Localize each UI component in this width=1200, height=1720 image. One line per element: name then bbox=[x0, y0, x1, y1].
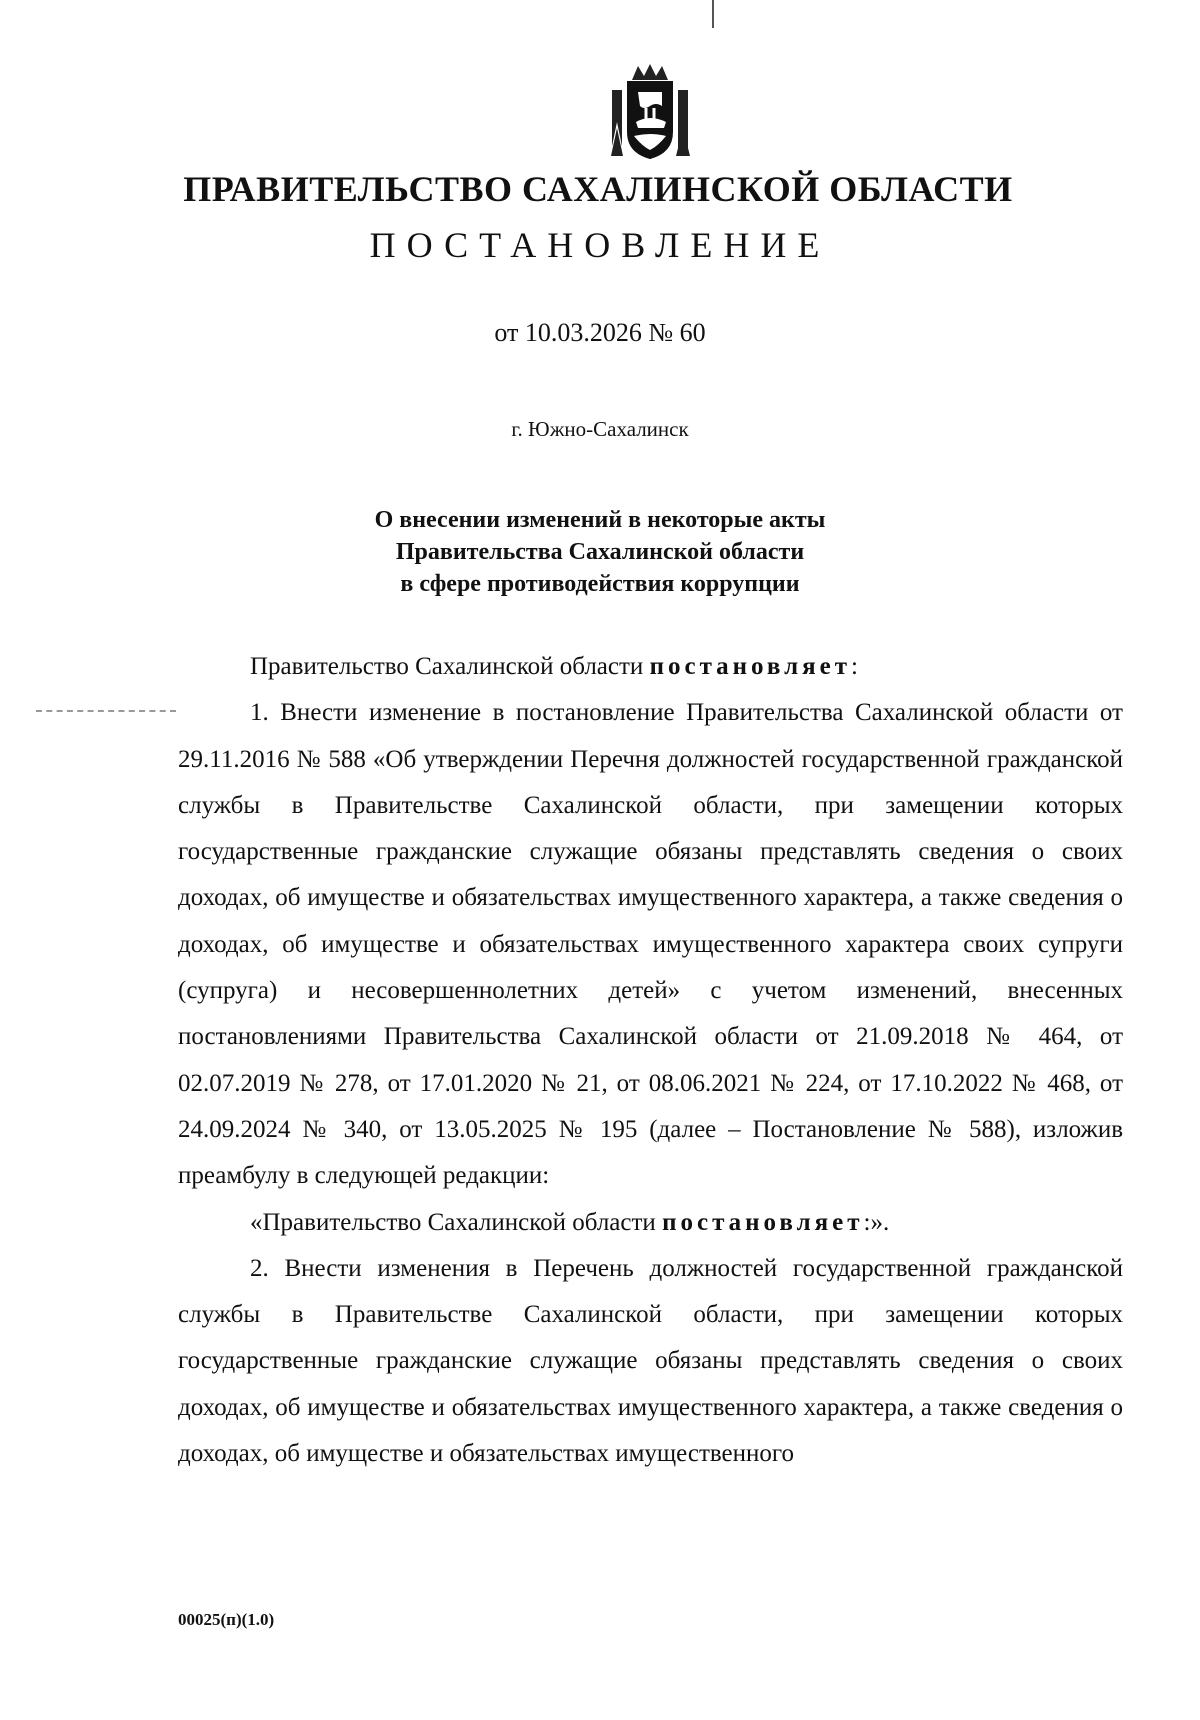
preamble-paragraph bbox=[178, 644, 1123, 690]
subject-line-3: в сфере противодействия коррупции bbox=[400, 571, 800, 597]
document-city: г. Южно-Сахалинск bbox=[511, 417, 689, 441]
form-code: 00025(п)(1.0) bbox=[178, 1610, 275, 1629]
scan-margin-mark bbox=[36, 710, 176, 714]
quote-keyword: постановляет bbox=[662, 1208, 864, 1236]
quote-end: :». bbox=[863, 1208, 890, 1236]
document-subject bbox=[0, 504, 1200, 600]
quote-text: «Правительство Сахалинской области bbox=[250, 1208, 663, 1236]
preamble-colon: : bbox=[851, 653, 858, 680]
government-name: ПРАВИТЕЛЬСТВО САХАЛИНСКОЙ ОБЛАСТИ bbox=[183, 169, 1013, 209]
quote-paragraph bbox=[178, 1200, 1123, 1246]
preamble-keyword: постановляет bbox=[649, 653, 852, 680]
scan-crop-mark bbox=[712, 0, 714, 28]
document-body bbox=[178, 644, 1123, 1477]
document-date-number: от 10.03.2026 № 60 bbox=[494, 318, 706, 347]
subject-line-2: Правительства Сахалинской области bbox=[395, 539, 805, 565]
preamble-text: Правительство Сахалинской области bbox=[250, 653, 650, 680]
item-2-paragraph: 2. Внести изменения в Перечень должностей государственной гражданской службы в Правительстве Сахалинской области, при замещении которых государственные гражданские служащие обязаны представлять сведения о своих доходах, об имуществе и обязательствах имущественного характера, а также сведения о доходах, об имуществе и обязательствах имущественного bbox=[178, 1254, 1123, 1468]
subject-line-1: О внесении изменений в некоторые акты bbox=[374, 507, 826, 533]
document-type: ПОСТАНОВЛЕНИЕ bbox=[369, 225, 831, 265]
item-1-paragraph: 1. Внести изменение в постановление Правительства Сахалинской области от 29.11.2016 № 588 «Об утверждении Перечня должностей государственной гражданской службы в Правительстве Сахалинской области, при замещении которых государственные гражданские служащие обязаны представлять сведения о своих доходах, об имуществе и обязательствах имущественного характера, а также сведения о доходах, об имуществе и обязательствах имущественного характера своих супруги (супруга) и несовершеннолетних детей» с учетом изменений, внесенных постановлениями Правительства Сахалинской области от 21.09.2018 № 464, от 02.07.2019 № 278, от 17.01.2020 № 21, от 08.06.2021 № 224, от 17.10.2022 № 468, от 24.09.2024 № 340, от 13.05.2025 № 195 (далее – Постановление № 588), изложив преамбулу в следующей редакции: bbox=[178, 699, 1123, 1190]
sakhalin-coat-of-arms-icon bbox=[608, 62, 692, 160]
